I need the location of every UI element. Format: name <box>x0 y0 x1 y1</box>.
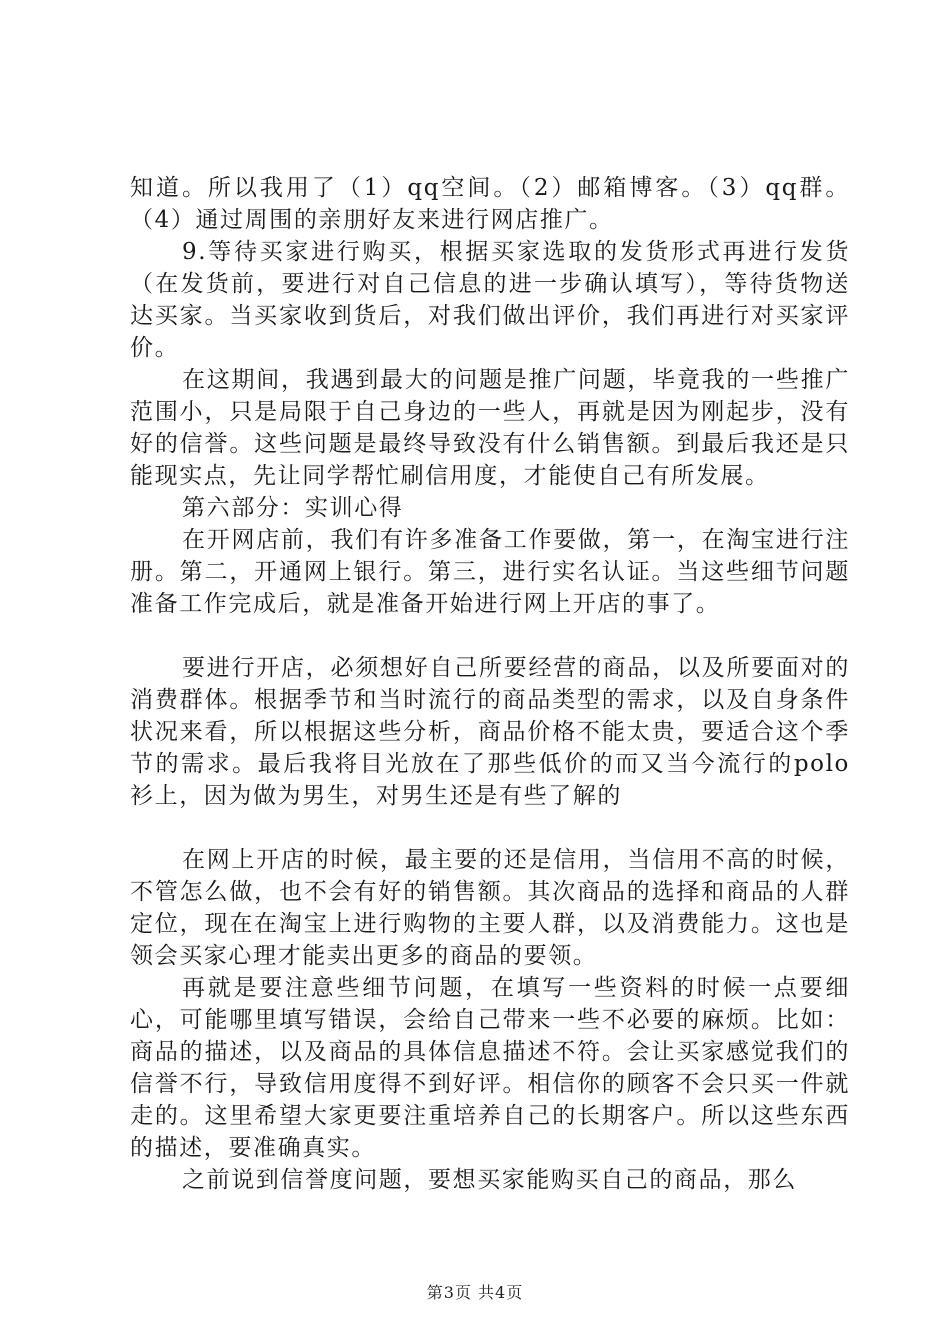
paragraph-credit: 在网上开店的时候，最主要的还是信用，当信用不高的时候，不管怎么做，也不会有好的销售额。其次商品的选择和商品的人群定位，现在在淘宝上进行购物的主要人群，以及消费能力。这也是领会买家心理才能卖出更多的商品的要领。 <box>130 847 850 969</box>
paragraph-preparation: 在开网店前，我们有许多准备工作要做，第一，在淘宝进行注册。第二，开通网上银行。第三，进行实名认证。当这些细节问题准备工作完成后，就是准备开始进行网上开店的事了。 <box>130 527 850 617</box>
section-heading: 第六部分：实训心得 <box>182 495 404 521</box>
document-body <box>130 172 850 1196</box>
paragraph-reputation: 之前说到信誉度问题，要想买家能购买自己的商品，那么 <box>182 1167 797 1193</box>
paragraph-products: 要进行开店，必须想好自己所要经营的商品，以及所要面对的消费群体。根据季节和当时流行的商品类型的需求，以及自身条件状况来看，所以根据这些分析，商品价格不能太贵，要适合这个季节的需求。最后我将目光放在了那些低价的而又当今流行的polo衫上，因为做为男生，对男生还是有些了解的 <box>130 655 850 809</box>
paragraph-details: 再就是要注意些细节问题，在填写一些资料的时候一点要细心，可能哪里填写错误，会给自己带来一些不必要的麻烦。比如：商品的描述，以及商品的具体信息描述不符。会让买家感觉我们的信誉不行，导致信用度得不到好评。相信你的顾客不会只买一件就走的。这里希望大家更要注重培养自己的长期客户。所以这些东西的描述，要准确真实。 <box>130 975 850 1161</box>
paragraph-promotion-channels: 知道。所以我用了（1）qq空间。（2）邮箱博客。（3）qq群。（4）通过周围的亲朋好友来进行网店推广。 <box>130 175 850 233</box>
paragraph-gap <box>130 812 850 844</box>
paragraph-problems: 在这期间，我遇到最大的问题是推广问题，毕竟我的一些推广范围小，只是局限于自己身边的一些人，再就是因为刚起步，没有好的信誉。这些问题是最终导致没有什么销售额。到最后我还是只能现实点，先让同学帮忙刷信用度，才能使自己有所发展。 <box>130 367 850 489</box>
page-number: 第3页 共4页 <box>426 1283 524 1302</box>
paragraph-step-9: 9.等待买家进行购买，根据买家选取的发货形式再进行发货（在发货前，要进行对自己信息的进一步确认填写），等待货物送达买家。当买家收到货后，对我们做出评价，我们再进行对买家评价。 <box>130 239 850 361</box>
paragraph-gap <box>130 620 850 652</box>
